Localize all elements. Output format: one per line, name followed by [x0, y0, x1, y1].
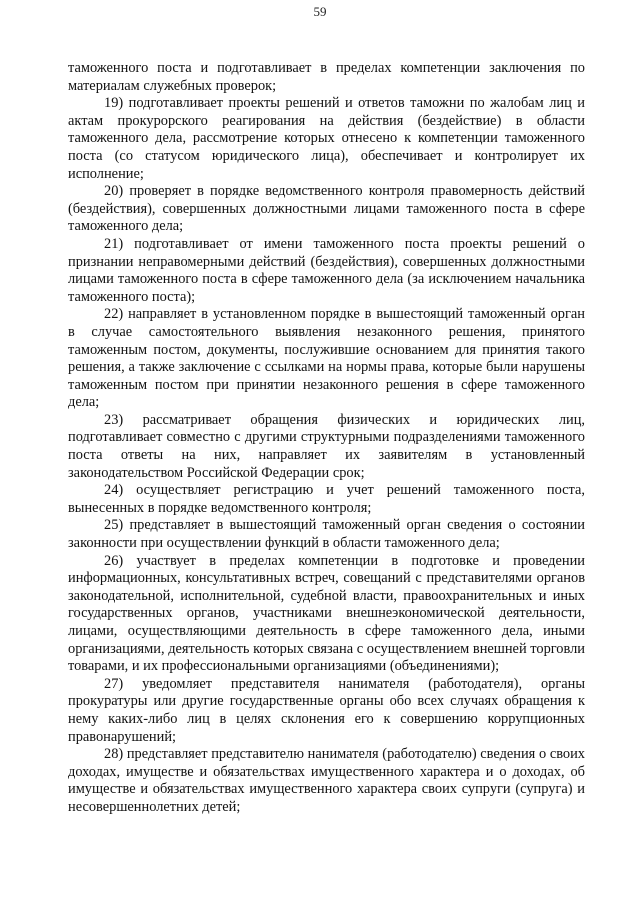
paragraph-item-20: 20) проверяет в порядке ведомственного контроля правомерность действий (бездействия), совершенных должностными лицами таможенного поста в сфере таможенного дела; — [68, 183, 585, 235]
paragraph-continuation: таможенного поста и подготавливает в пределах компетенции заключения по материалам служебных проверок; — [68, 60, 585, 94]
page-number: 59 — [313, 4, 327, 19]
document-body — [68, 60, 585, 817]
paragraph-item-24: 24) осуществляет регистрацию и учет решений таможенного поста, вынесенных в порядке ведомственного контроля; — [68, 482, 585, 516]
paragraph-item-22: 22) направляет в установленном порядке в вышестоящий таможенный орган в случае самостоятельного выявления незаконного решения, принятого таможенным постом, документы, послужившие основанием для принятия такого решения, а также заключение с ссылками на нормы права, которые были нарушены таможенным постом при принятии незаконного решения в сфере таможенного дела; — [68, 306, 585, 411]
paragraph-item-26: 26) участвует в пределах компетенции в подготовке и проведении информационных, консультативных встреч, совещаний с представителями органов законодательной, исполнительной, судебной власти, правоохранительных и иных государственных органов, участниками внешнеэкономической деятельности, лицами, осуществляющими деятельность в сфере таможенного дела, иными организациями, деятельность которых связана с осуществлением внешней торговли товарами, и их профессиональными организациями (объединениями); — [68, 552, 585, 675]
paragraph-item-19: 19) подготавливает проекты решений и ответов таможни по жалобам лиц и актам прокурорского реагирования на действия (бездействие) в области таможенного дела, рассмотрение которых отнесено к компетенции таможенного поста (со статусом юридического лица), обеспечивает и контролирует их исполнение; — [68, 95, 585, 182]
paragraph-item-25: 25) представляет в вышестоящий таможенный орган сведения о состоянии законности при осуществлении функций в области таможенного дела; — [68, 517, 585, 552]
paragraph-item-23: 23) рассматривает обращения физических и юридических лиц, подготавливает совместно с другими структурными подразделениями таможенного поста ответы на них, направляет их заявителям в установленный законодательством Российской Федерации срок; — [68, 411, 585, 481]
paragraph-item-28: 28) представляет представителю нанимателя (работодателю) сведения о своих доходах, имуществе и обязательствах имущественного характера и о доходах, об имуществе и обязательствах имущественного характера своих супруги (супруга) и несовершеннолетних детей; — [68, 746, 585, 815]
paragraph-item-27: 27) уведомляет представителя нанимателя (работодателя), органы прокуратуры или другие государственные органы обо всех случаях обращения к нему каких-либо лиц в целях склонения его к совершению коррупционных правонарушений; — [68, 675, 585, 745]
paragraph-item-21: 21) подготавливает от имени таможенного поста проекты решений о признании неправомерными действий (бездействия), совершенных должностными лицами таможенного поста в сфере таможенного дела (за исключением начальника таможенного поста); — [68, 235, 585, 305]
